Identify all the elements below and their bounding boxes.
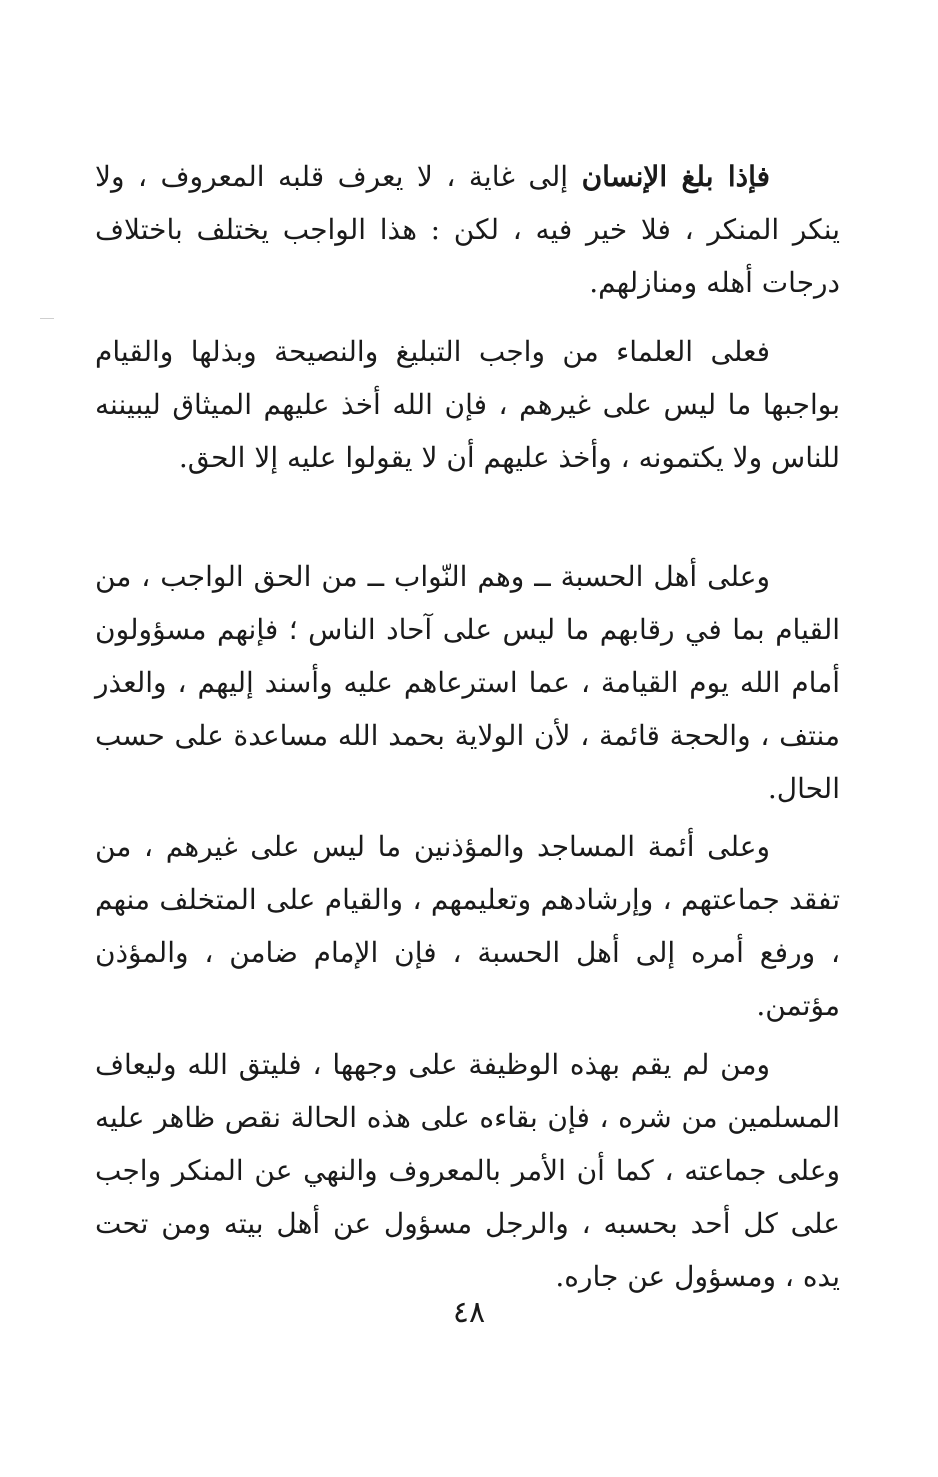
- paragraph-3-text: وعلى أهل الحسبة ــ وهم النّواب ــ من الحق الواجب ، من القيام بما في رقابهم ما ليس على آحاد الناس ؛ فإنهم مسؤولون أمام الله يوم القيامة ، عما استرعاهم عليه وأسند إليهم ، والعذر منتف ، والحجة قائمة ، لأن الولاية بحمد الله مساعدة على حسب الحال.: [95, 560, 840, 805]
- page-number: ٤٨: [452, 1295, 486, 1330]
- paragraph-1: [95, 150, 840, 309]
- paragraph-4-text: وعلى أئمة المساجد والمؤذنين ما ليس على غيرهم ، من تفقد جماعتهم ، وإرشادهم وتعليمهم ، والقيام على المتخلف منهم ، ورفع أمره إلى أهل الحسبة ، فإن الإمام ضامن ، والمؤذن مؤتمن.: [95, 830, 840, 1022]
- paragraph-1-lead: فإذا بلغ الإنسان: [581, 160, 770, 193]
- paragraph-2-text: فعلى العلماء من واجب التبليغ والنصيحة وبذلها والقيام بواجبها ما ليس على غيرهم ، فإن الله أخذ عليهم الميثاق ليبيننه للناس ولا يكتمونه ، وأخذ عليهم أن لا يقولوا عليه إلا الحق.: [95, 335, 840, 474]
- paragraph-1-text: إلى غاية ، لا يعرف قلبه المعروف ، ولا ينكر المنكر ، فلا خير فيه ، لكن : هذا الواجب يختلف باختلاف درجات أهله ومنازلهم.: [95, 160, 840, 299]
- paragraph-4: [95, 820, 840, 1032]
- paragraph-5-text: ومن لم يقم بهذه الوظيفة على وجهها ، فليتق الله وليعاف المسلمين من شره ، فإن بقاءه على هذه الحالة نقص ظاهر عليه وعلى جماعته ، كما أن الأمر بالمعروف والنهي عن المنكر واجب على كل أحد بحسبه ، والرجل مسؤول عن أهل بيته ومن تحت يده ، ومسؤول عن جاره.: [95, 1048, 840, 1293]
- paragraph-5: [95, 1038, 840, 1303]
- paragraph-3: [95, 550, 840, 815]
- paragraph-2: [95, 325, 840, 484]
- margin-mark: [40, 318, 54, 319]
